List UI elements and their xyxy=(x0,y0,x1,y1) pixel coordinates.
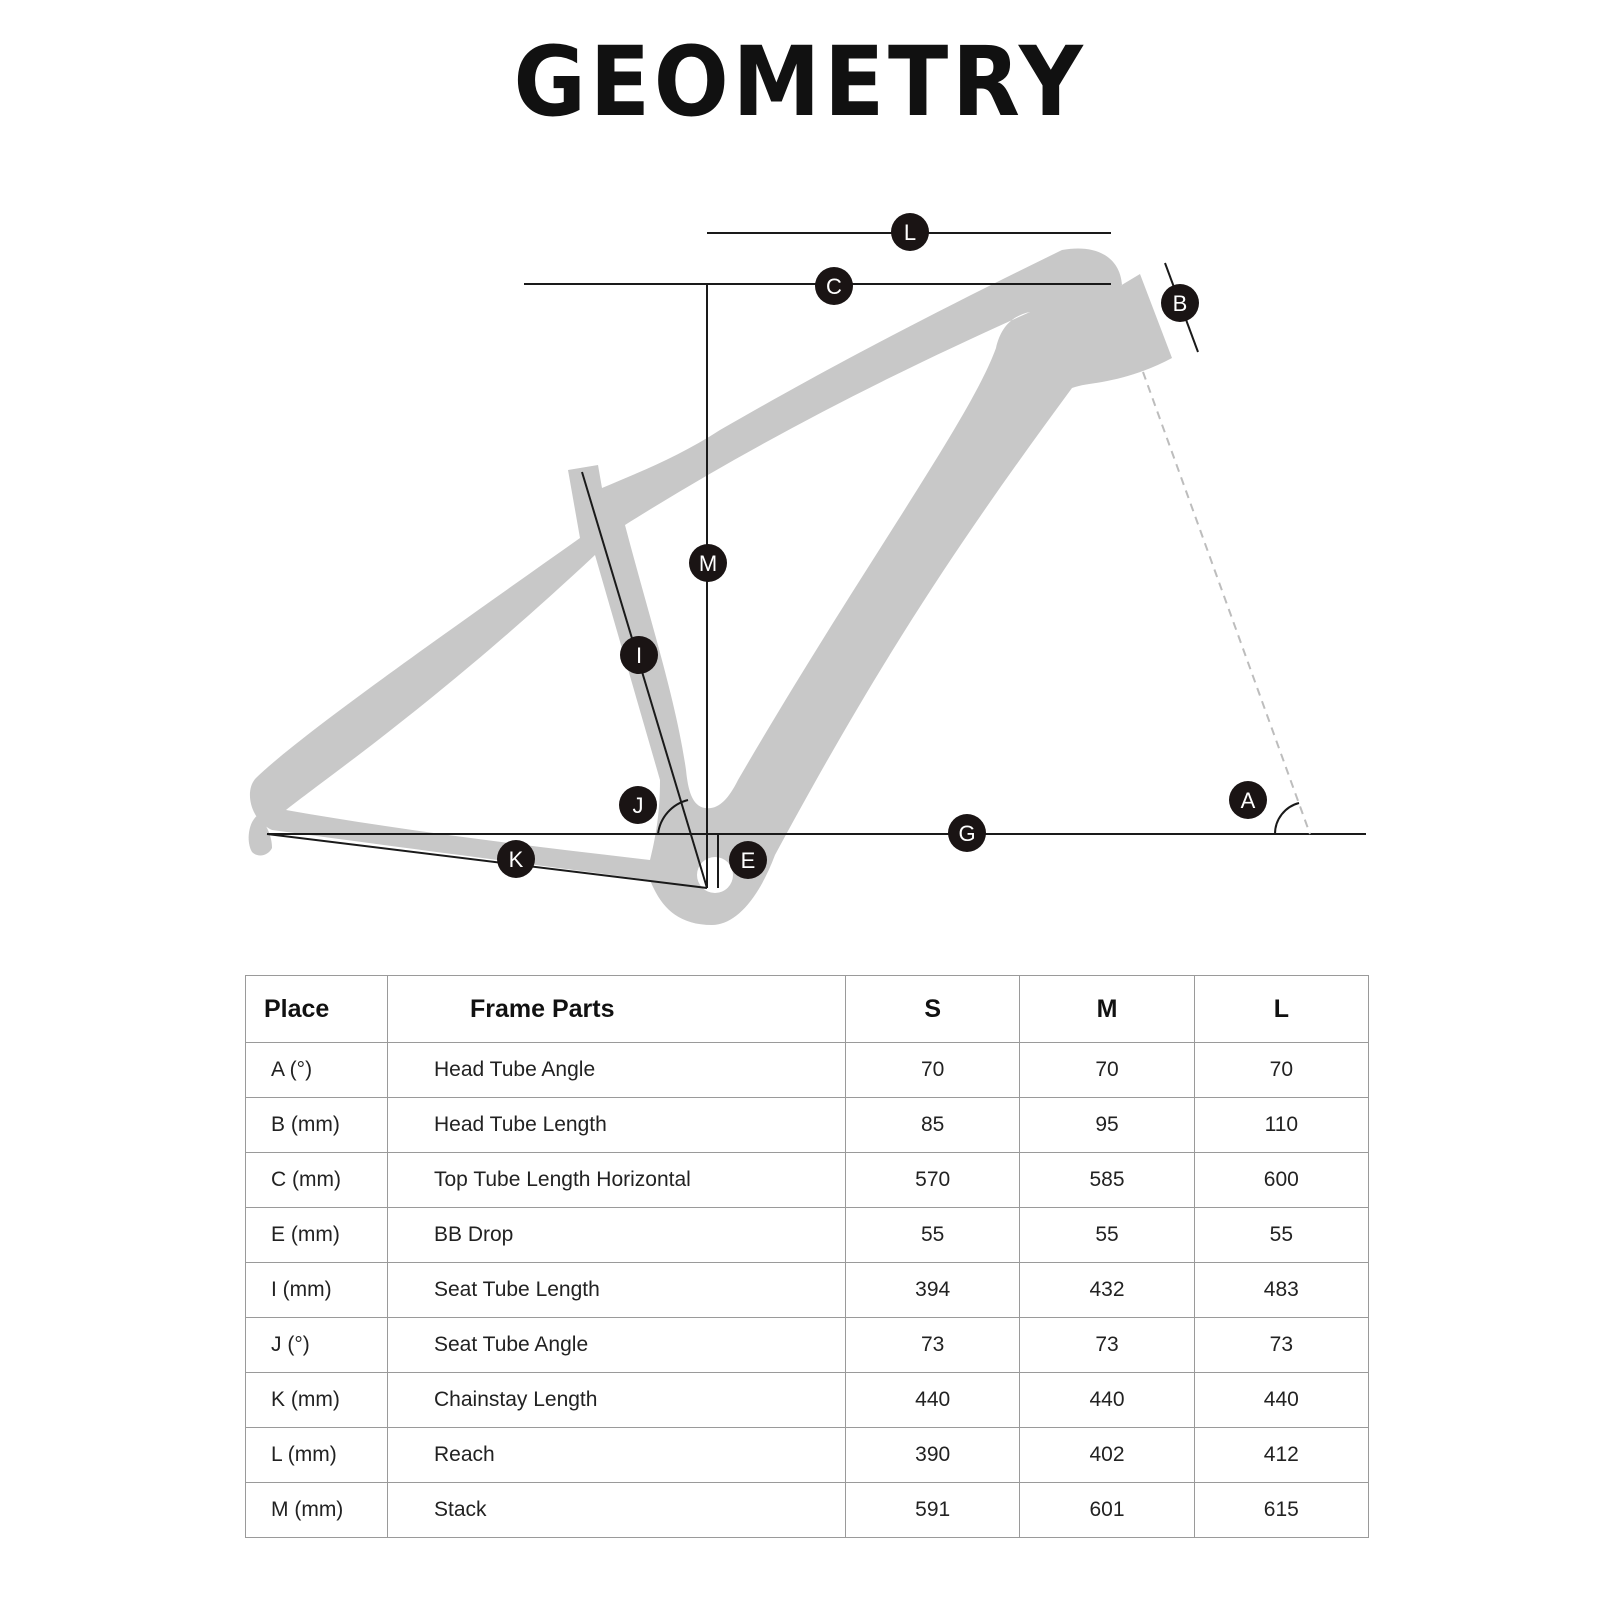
marker-a xyxy=(1229,781,1267,819)
cell-size-l: 440 xyxy=(1194,1373,1368,1428)
cell-place: B (mm) xyxy=(246,1098,388,1153)
table-row xyxy=(246,1263,1369,1318)
seat-tube-line xyxy=(582,472,707,888)
marker-e-label: E xyxy=(740,848,756,873)
table-row xyxy=(246,1483,1369,1538)
cell-size-m: 432 xyxy=(1020,1263,1194,1318)
header-size-m: M xyxy=(1020,976,1194,1043)
head-angle-arc xyxy=(1275,803,1299,834)
cell-part: Chainstay Length xyxy=(388,1373,846,1428)
cell-size-s: 55 xyxy=(846,1208,1020,1263)
cell-size-s: 440 xyxy=(846,1373,1020,1428)
cell-place: E (mm) xyxy=(246,1208,388,1263)
table-header-row xyxy=(246,976,1369,1043)
marker-i xyxy=(620,636,658,674)
marker-c-label: C xyxy=(826,274,842,299)
marker-c xyxy=(815,267,853,305)
table-row xyxy=(246,1428,1369,1483)
marker-a-label: A xyxy=(1240,788,1256,813)
cell-size-m: 585 xyxy=(1020,1153,1194,1208)
cell-part: Head Tube Angle xyxy=(388,1043,846,1098)
marker-l xyxy=(891,213,929,251)
cell-place: A (°) xyxy=(246,1043,388,1098)
cell-size-s: 570 xyxy=(846,1153,1020,1208)
marker-m-label: M xyxy=(698,551,718,576)
cell-size-l: 615 xyxy=(1194,1483,1368,1538)
marker-b-label: B xyxy=(1172,291,1188,316)
cell-part: BB Drop xyxy=(388,1208,846,1263)
table-row xyxy=(246,1208,1369,1263)
cell-place: I (mm) xyxy=(246,1263,388,1318)
cell-part: Top Tube Length Horizontal xyxy=(388,1153,846,1208)
marker-m xyxy=(689,544,727,582)
cell-size-l: 412 xyxy=(1194,1428,1368,1483)
bike-frame-silhouette xyxy=(249,248,1172,925)
header-frame-parts: Frame Parts xyxy=(388,976,846,1043)
cell-size-l: 70 xyxy=(1194,1043,1368,1098)
table-row xyxy=(246,1373,1369,1428)
cell-size-l: 73 xyxy=(1194,1318,1368,1373)
table-row xyxy=(246,1098,1369,1153)
marker-j xyxy=(619,786,657,824)
cell-size-m: 70 xyxy=(1020,1043,1194,1098)
table-row xyxy=(246,1318,1369,1373)
cell-part: Seat Tube Length xyxy=(388,1263,846,1318)
marker-g xyxy=(948,814,986,852)
cell-place: C (mm) xyxy=(246,1153,388,1208)
marker-k-label: K xyxy=(508,847,524,872)
cell-place: L (mm) xyxy=(246,1428,388,1483)
cell-size-m: 440 xyxy=(1020,1373,1194,1428)
cell-part: Seat Tube Angle xyxy=(388,1318,846,1373)
cell-size-s: 85 xyxy=(846,1098,1020,1153)
table-row xyxy=(246,1153,1369,1208)
marker-j-label: J xyxy=(632,793,644,818)
cell-size-l: 483 xyxy=(1194,1263,1368,1318)
frame-main-triangle xyxy=(250,248,1172,925)
page-title: GEOMETRY xyxy=(513,26,1087,138)
cell-size-s: 394 xyxy=(846,1263,1020,1318)
marker-i-label: I xyxy=(635,643,643,668)
table-row xyxy=(246,1043,1369,1098)
header-size-l: L xyxy=(1194,976,1368,1043)
marker-e xyxy=(729,841,767,879)
header-place: Place xyxy=(246,976,388,1043)
cell-size-l: 55 xyxy=(1194,1208,1368,1263)
marker-g-label: G xyxy=(958,821,976,846)
cell-size-s: 390 xyxy=(846,1428,1020,1483)
marker-k xyxy=(497,840,535,878)
marker-b xyxy=(1161,284,1199,322)
cell-size-l: 600 xyxy=(1194,1153,1368,1208)
cell-part: Head Tube Length xyxy=(388,1098,846,1153)
header-size-s: S xyxy=(846,976,1020,1043)
cell-size-m: 601 xyxy=(1020,1483,1194,1538)
cell-size-l: 110 xyxy=(1194,1098,1368,1153)
marker-l-label: L xyxy=(903,220,917,245)
cell-size-m: 55 xyxy=(1020,1208,1194,1263)
cell-size-s: 591 xyxy=(846,1483,1020,1538)
cell-size-m: 95 xyxy=(1020,1098,1194,1153)
cell-size-s: 70 xyxy=(846,1043,1020,1098)
geometry-table xyxy=(245,975,1369,1538)
cell-place: M (mm) xyxy=(246,1483,388,1538)
dimension-lines xyxy=(267,233,1366,888)
steering-axis-line xyxy=(1143,372,1310,834)
cell-part: Reach xyxy=(388,1428,846,1483)
cell-place: J (°) xyxy=(246,1318,388,1373)
cell-size-s: 73 xyxy=(846,1318,1020,1373)
cell-size-m: 402 xyxy=(1020,1428,1194,1483)
cell-place: K (mm) xyxy=(246,1373,388,1428)
cell-size-m: 73 xyxy=(1020,1318,1194,1373)
cell-part: Stack xyxy=(388,1483,846,1538)
